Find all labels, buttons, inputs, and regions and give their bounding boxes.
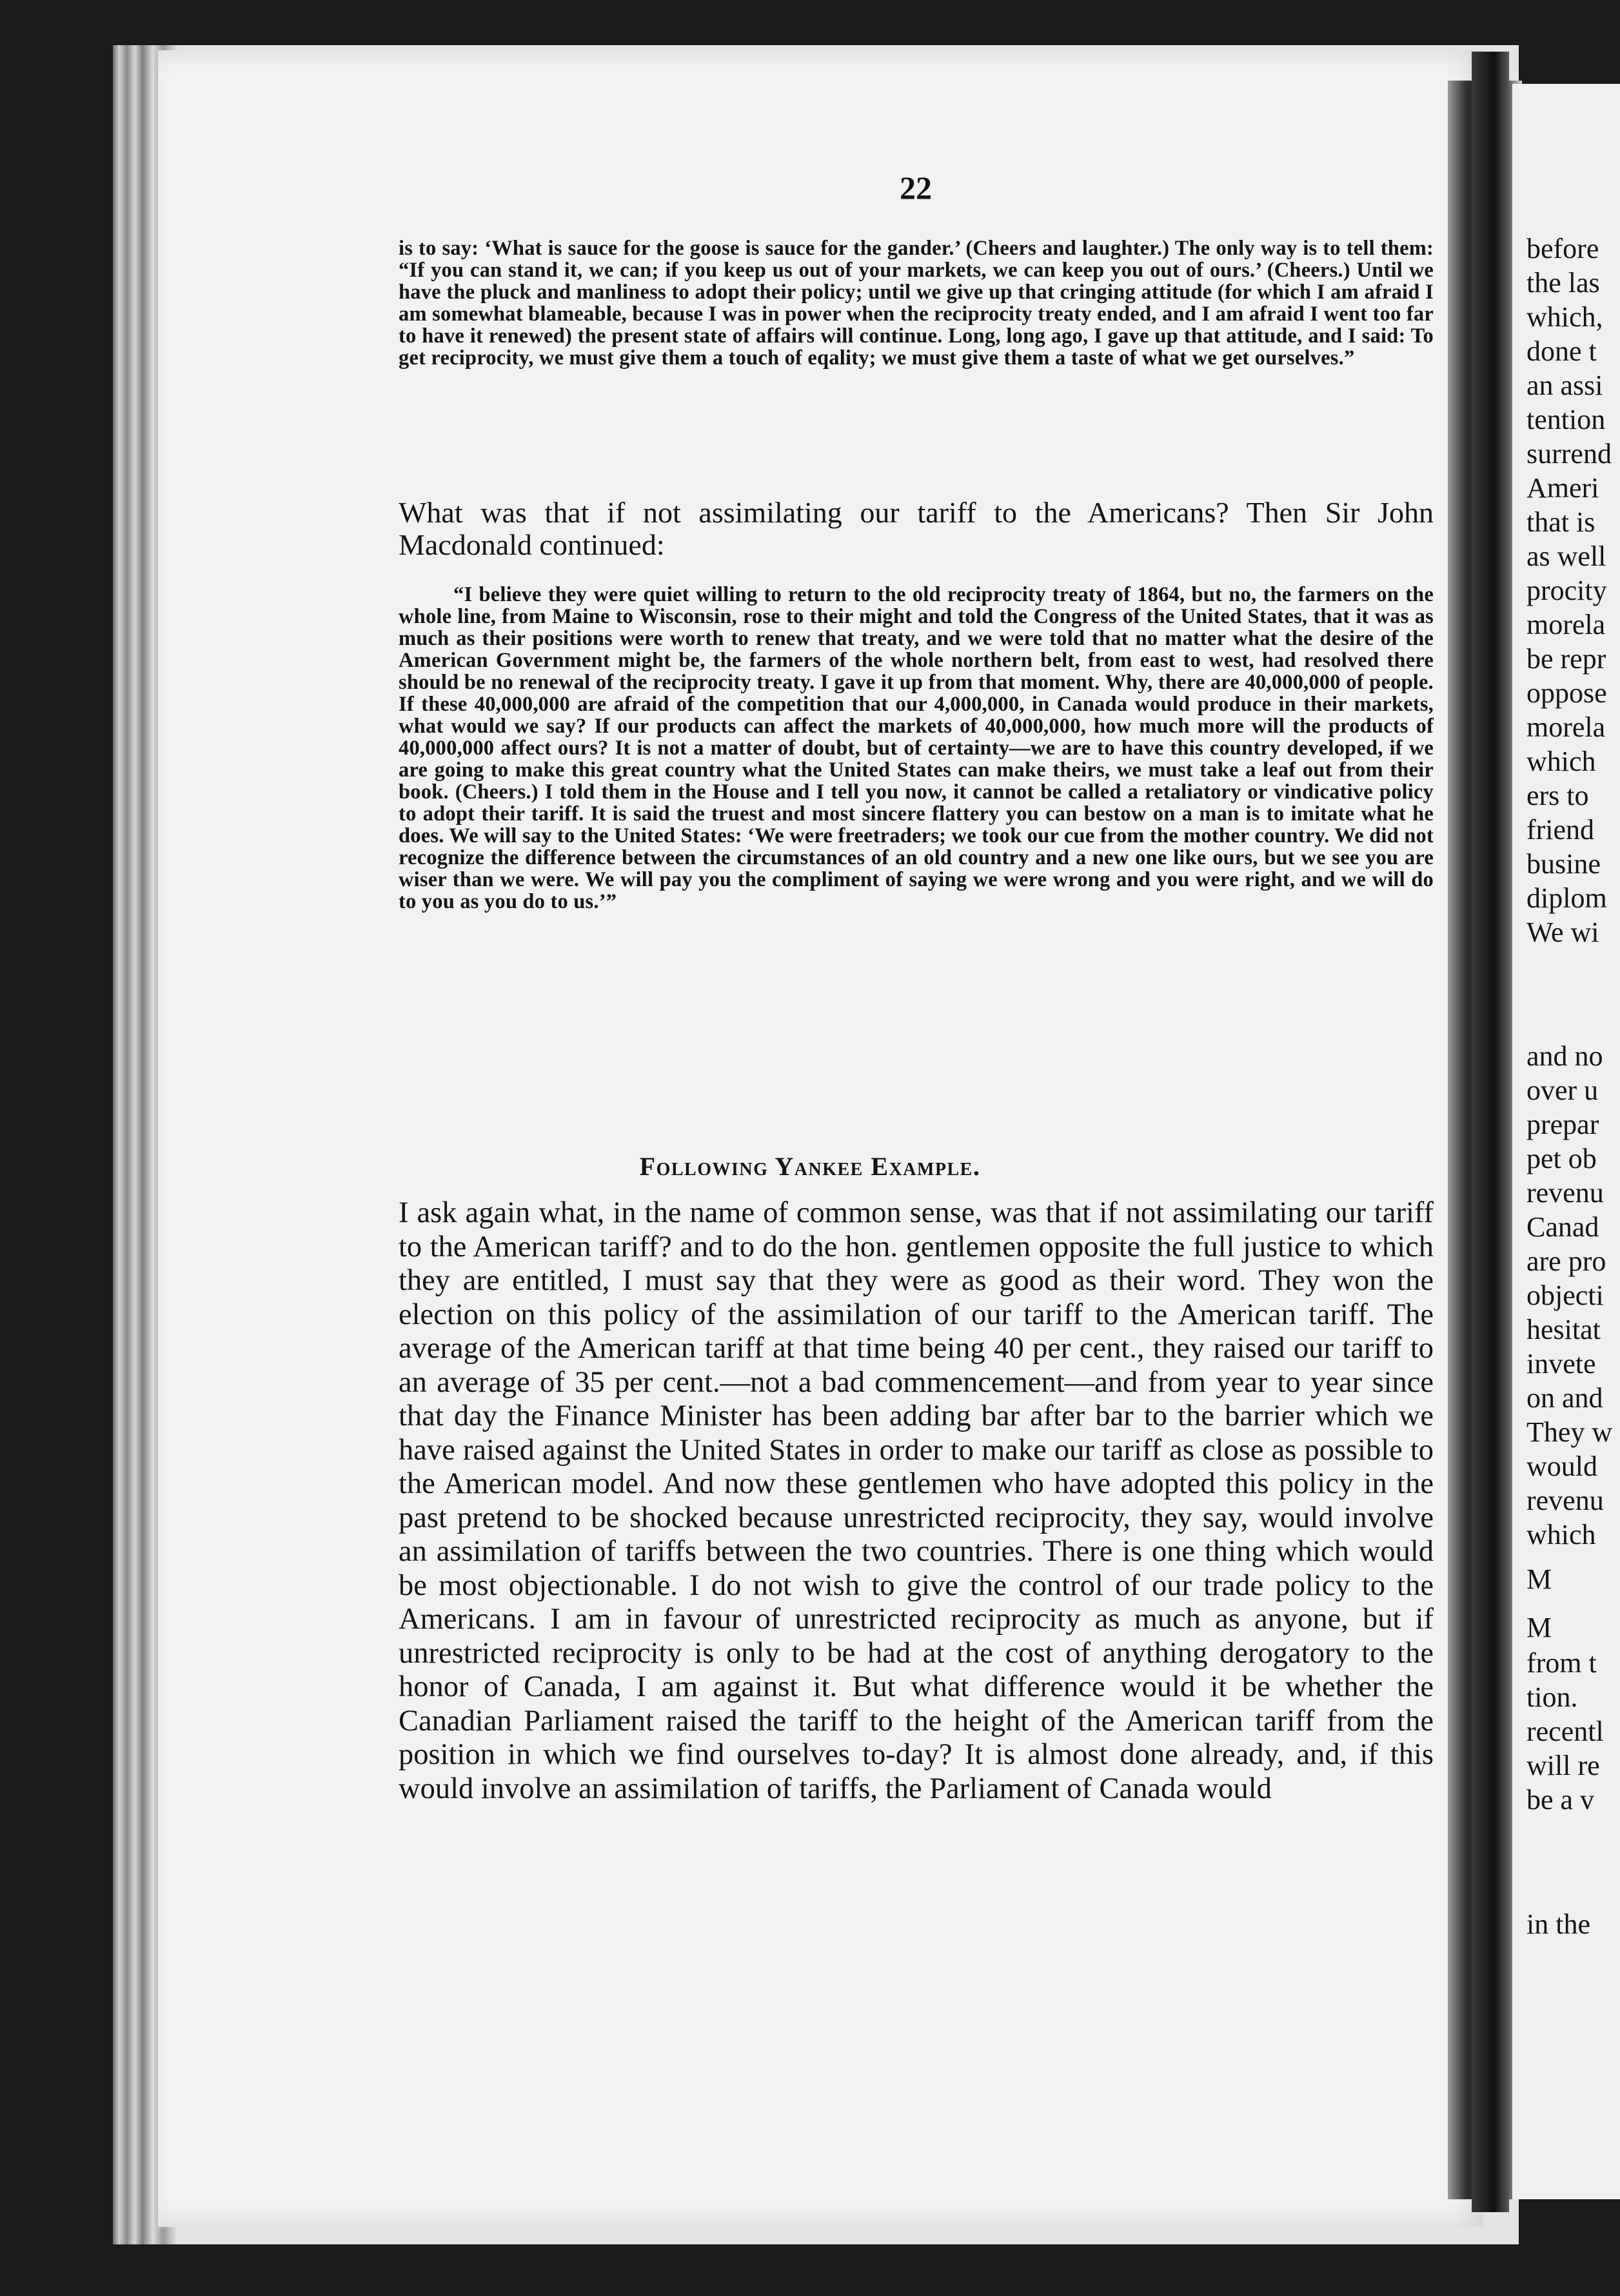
facing-page-line: objecti <box>1526 1280 1604 1311</box>
facing-page-line: Canad <box>1526 1211 1599 1243</box>
page-number: 22 <box>900 170 932 206</box>
facing-page-line: oppose <box>1526 677 1607 709</box>
facing-page-line: ers to <box>1526 780 1589 811</box>
facing-page-line: tion. <box>1526 1681 1578 1713</box>
facing-page-line: done t <box>1526 335 1597 367</box>
facing-page-line: be a v <box>1526 1784 1595 1816</box>
facing-page-line: surrend <box>1526 438 1612 470</box>
facing-page-line: as well <box>1526 540 1606 572</box>
facing-page-line: recentl <box>1526 1716 1604 1747</box>
facing-page-line: diplom <box>1526 882 1607 914</box>
facing-page-line: friend <box>1526 814 1595 846</box>
quote-continued-text: is to say: ‘What is sauce for the goose is sauce for the gander.’ (Cheers and laughter.) The only way is to tell them: “If you can stand it, we can; if you keep us out of your markets, we can keep you out of ours.’ (Cheers.) Until we have the pluck and manliness to adopt their policy; until we give up that cringing attitude (for which I am afraid I am somewhat blameable, because I was in power when the reciprocity treaty ended, and I am afraid I went too far to have it renewed) the present state of affairs will continue. Long, long ago, I gave up that attitude, and I said: To get reciprocity, we must give them a touch of eqality; we must give them a taste of what we get ourselves.” <box>399 237 1434 370</box>
facing-page-line: revenu <box>1526 1177 1604 1209</box>
facing-page-line: morela <box>1526 711 1606 743</box>
macdonald-quote <box>399 584 1434 913</box>
facing-page-line: busine <box>1526 848 1601 880</box>
facing-page-line: over u <box>1526 1074 1599 1106</box>
facing-page-line: which <box>1526 746 1596 777</box>
facing-page-line: an assi <box>1526 370 1603 401</box>
book-page <box>158 50 1483 2227</box>
facing-page-line: M <box>1526 1612 1552 1643</box>
facing-page-line: be repr <box>1526 643 1606 675</box>
facing-page-line: and no <box>1526 1040 1603 1072</box>
facing-page-line: which <box>1526 1519 1596 1550</box>
facing-page-line: prepar <box>1526 1109 1599 1140</box>
facing-page-line: on and <box>1526 1382 1603 1414</box>
facing-page-line: Ameri <box>1526 472 1599 504</box>
main-paragraph <box>399 1196 1434 1806</box>
facing-page-fragment <box>1512 84 1620 2199</box>
facing-page-line: before <box>1526 233 1599 264</box>
facing-page-line: are pro <box>1526 1245 1606 1277</box>
facing-page-line: from t <box>1526 1647 1597 1679</box>
facing-page-line: would <box>1526 1450 1597 1482</box>
facing-page-line: morela <box>1526 609 1606 640</box>
intro-paragraph <box>399 497 1434 561</box>
facing-page-line: that is <box>1526 506 1595 538</box>
facing-page-line: M <box>1526 1563 1552 1595</box>
main-paragraph-text: I ask again what, in the name of common sense, was that if not assimilating our tariff to the American tariff? and to do the hon. gentlemen opposite the full justice to which they are entitled, I must say that they were as good as their word. They won the election on this policy of the assimilation of our tariff to the American tariff. The average of the American tariff at that time being 40 per cent., they raised our tariff to an average of 35 per cent.—not a bad commencement—and from year to year since that day the Finance Minister has been adding bar after bar to the barrier which we have raised against the United States in order to make our tariff as close as possible to the American model. And now these gentlemen who have adopted this policy in the past pretend to be shocked because unrestricted reciprocity, they say, would involve an assimilation of tariffs between the two countries. There is one thing which would be most objectionable. I do not wish to give the control of our trade policy to the Americans. I am in favour of unrestricted reciprocity as much as anyone, but if unrestricted reciprocity is only to be had at the cost of anything derogatory to the honor of Canada, I am against it. But what difference would it be whether the Canadian Parliament raised the tariff to the height of the American tariff from the position in which we find ourselves to-day? It is almost done already, and, if this would involve an assimilation of tariffs, the Parliament of Canada would <box>399 1196 1434 1805</box>
facing-page-line: pet ob <box>1526 1143 1597 1174</box>
facing-page-line: will re <box>1526 1750 1600 1781</box>
facing-page-line: tention <box>1526 404 1606 435</box>
macdonald-quote-text: “I believe they were quiet willing to return to the old reciprocity treaty of 1864, but no, the farmers on the whole line, from Maine to Wisconsin, rose to their might and told the Congress of the United States, that it was as much as their positions were worth to renew that treaty, and we were told that no matter what the desire of the American Government might be, the farmers of the whole northern belt, from east to west, had resolved there should be no renewal of the reciprocity treaty. I gave it up from that moment. Why, there are 40,000,000 of people. If these 40,000,000 are afraid of the competition that our 4,000,000, in Canada would produce in their markets, what would we say? If our products can affect the markets of 40,000,000, how much more will the products of 40,000,000 affect ours? It is not a matter of doubt, but of certainty—we are to have this country developed, if we are going to make this great country what the United States can make theirs, we must take a leaf out from their book. (Cheers.) I told them in the House and I tell you now, it cannot be called a retaliatory or vindicative policy to adopt their tariff. It is said the truest and most sincere flattery you can bestow on a man is to imitate what he does. We will say to the United States: ‘We were freetraders; we took our cue from the mother country. We did not recognize the difference between the circumstances of an old country and a new one like ours, but we see you are wiser than we were. We will pay you the compliment of saying we were wrong and you were right, and we will do to you as you do to us.’” <box>399 583 1434 913</box>
facing-page-line: in the <box>1526 1908 1590 1940</box>
facing-page-line: invete <box>1526 1348 1596 1380</box>
facing-page-line: We wi <box>1526 916 1599 948</box>
facing-page-line: which, <box>1526 301 1603 333</box>
quote-continued <box>399 237 1434 369</box>
book-spine-shadow <box>1472 52 1509 2212</box>
facing-page-line: hesitat <box>1526 1314 1601 1345</box>
facing-page-line: revenu <box>1526 1485 1604 1516</box>
section-heading-text: Following Yankee Example. <box>639 1152 981 1181</box>
intro-paragraph-text: What was that if not assimilating our tariff to the Americans? Then Sir John Macdonald continued: <box>399 496 1434 561</box>
facing-page-line: the las <box>1526 267 1600 299</box>
facing-page-line: procity <box>1526 575 1607 606</box>
facing-page-line: They w <box>1526 1416 1613 1448</box>
section-heading <box>0 1151 1620 1182</box>
